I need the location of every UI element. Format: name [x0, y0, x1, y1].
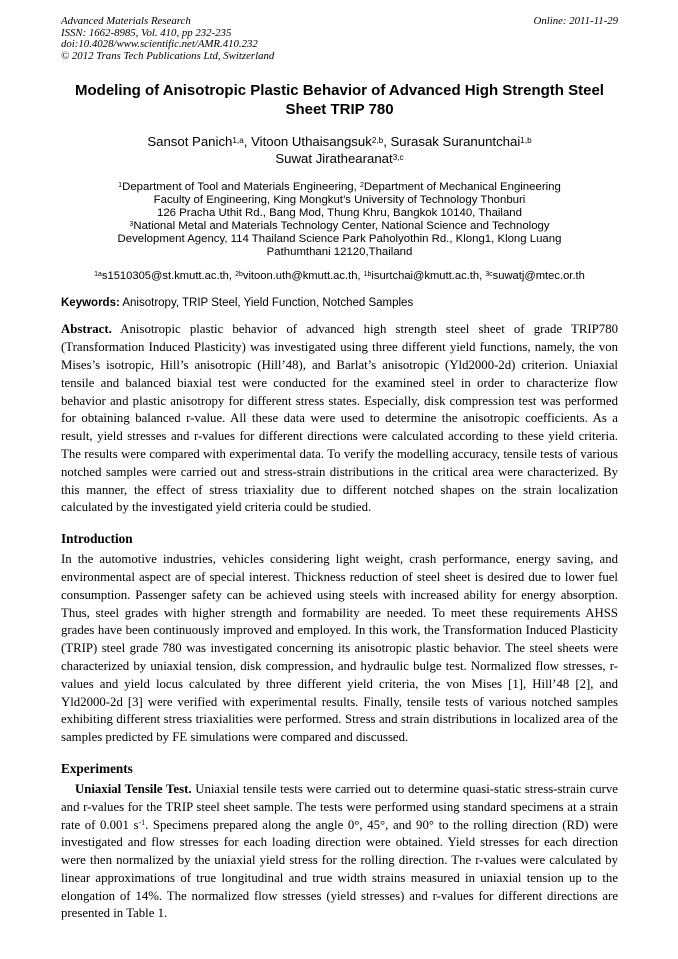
section-heading-experiments: Experiments	[61, 760, 133, 776]
affiliation-line: 126 Pracha Uthit Rd., Bang Mod, Thung Khru, Bangkok 10140, Thailand	[157, 207, 522, 220]
affiliation-line: $^1$Department of Tool and Materials Engineering, $^2$Department of Mechanical Engineering	[118, 181, 561, 194]
journal-name: Advanced Materials Research	[61, 15, 191, 27]
paper-title: Modeling of Anisotropic Plastic Behavior of Advanced High Strength Steel Sheet TRIP 780	[75, 82, 604, 118]
affiliation-line: Pathumthani 12120,Thailand	[266, 246, 413, 259]
section-heading-introduction: Introduction	[61, 531, 133, 547]
email-line: $^{1a}$s1510305@st.kmutt.ac.th, $^{2b}$vitoon.uth@kmutt.ac.th, $^{1b}$isurtchai@kmutt.ac.th, $^{3c}$suwatj@mtec.or.th	[94, 270, 585, 283]
affiliation-line: Faculty of Engineering, King Mongkut’s University of Technology Thonburi	[153, 194, 526, 207]
affiliation-block	[61, 181, 618, 259]
affiliation-line: Development Agency, 114 Thailand Science Park Paholyothin Rd., Klong1, Klong Luang	[117, 233, 562, 246]
affiliation-line: $^3$National Metal and Materials Technology Center, National Science and Technology	[129, 220, 550, 233]
publication-header-row	[61, 16, 618, 28]
publication-header	[61, 16, 618, 62]
keywords-line: Keywords: Anisotropy, TRIP Steel, Yield Function, Notched Samples	[61, 297, 414, 310]
author-line-2: Suwat Jirathearanat$^{3,c}$	[275, 151, 404, 167]
experiments-paragraph: Uniaxial Tensile Test. Uniaxial tensile tests were carried out to determine quasi-static stress-strain curve and r-values for the TRIP steel sheet sample. The tests were performed using standard specimens at a strain rate of 0.001 $s^{-1}$. Specimens prepared along the angle 0°, 45°, and 90° to the rolling direction (RD) were investigated and flow stresses for each loading direction were obtained. Yield stresses for each direction were then normalized by the uniaxial yield stress for the rolling direction. The r-values were calculated by linear approximations of true longitudinal and true width strains measured in uniaxial tension up to the elongation of 14%. The normalized flow stresses (yield stresses) and r-values for different directions are presented in Table 1.	[61, 781, 618, 921]
author-line-1: Sansot Panich$^{1,a}$, Vitoon Uthaisangsuk$^{2,b}$, Surasak Suranuntchai$^{1,b}$	[147, 134, 532, 150]
issn-line: ISSN: 1662-8985, Vol. 410, pp 232-235	[61, 26, 232, 39]
abstract-paragraph: Abstract. Anisotropic plastic behavior of advanced high strength steel sheet of grade TRIP780 (Transformation Induced Plasticity) was investigated using three different yield functions, namely, the von Mises’s isotropic, Hill’s anisotropic (Hill’48), and Barlat’s anisotropic (Yld2000-2d) criterion. Uniaxial tensile and balanced biaxial test were conducted for the examined steel in order to characterize flow behavior and plastic anisotropy for different stress states. Especially, disk compression test was performed for obtaining balanced r-value. All these data were used to determine the anisotropic coefficients. As a result, yield stresses and r-values for different directions were calculated according to these yield criteria. The results were compared with experimental data. To verify the modelling accuracy, tensile tests of various notched samples were carried out and stress-strain distributions in the critical area were characterized. By this manner, the effect of stress triaxiality due to different notched shapes on the strain localization calculated by the investigated yield criteria could be studied.	[61, 322, 618, 515]
introduction-paragraph: In the automotive industries, vehicles considering light weight, crash performance, energy saving, and environmental aspect are of special interest. Thickness reduction of steel sheet is desired due to lower fuel consumption. Passenger safety can be achieved using steels with increased ability for energy absorption. Thus, steel grades with higher strength and formability are needed. To meet these requirements AHSS grades have been continuously improved and employed. In this work, the Transformation Induced Plasticity (TRIP) steel grade 780 was investigated concerning its anisotropic plastic behavior. The steel sheets were characterized by uniaxial tension, disk compression, and hydraulic bulge test. Normalized flow stresses, r-values and yield locus calculated by three different yield criteria, the von Mises [1], Hill’48 [2], and Yld2000-2d [3] were verified with experimental results. Finally, tensile tests of various notched samples exhibiting different stress triaxialities were performed. Stress and strain distributions in localized area of the samples predicted by FE simulations were compared and discussed.	[61, 552, 618, 745]
doi-line: doi:10.4028/www.scientific.net/AMR.410.232	[61, 38, 258, 51]
online-date: Online: 2011-11-29	[533, 15, 618, 27]
author-block	[61, 133, 618, 167]
copyright-line: © 2012 Trans Tech Publications Ltd, Switzerland	[61, 49, 275, 62]
